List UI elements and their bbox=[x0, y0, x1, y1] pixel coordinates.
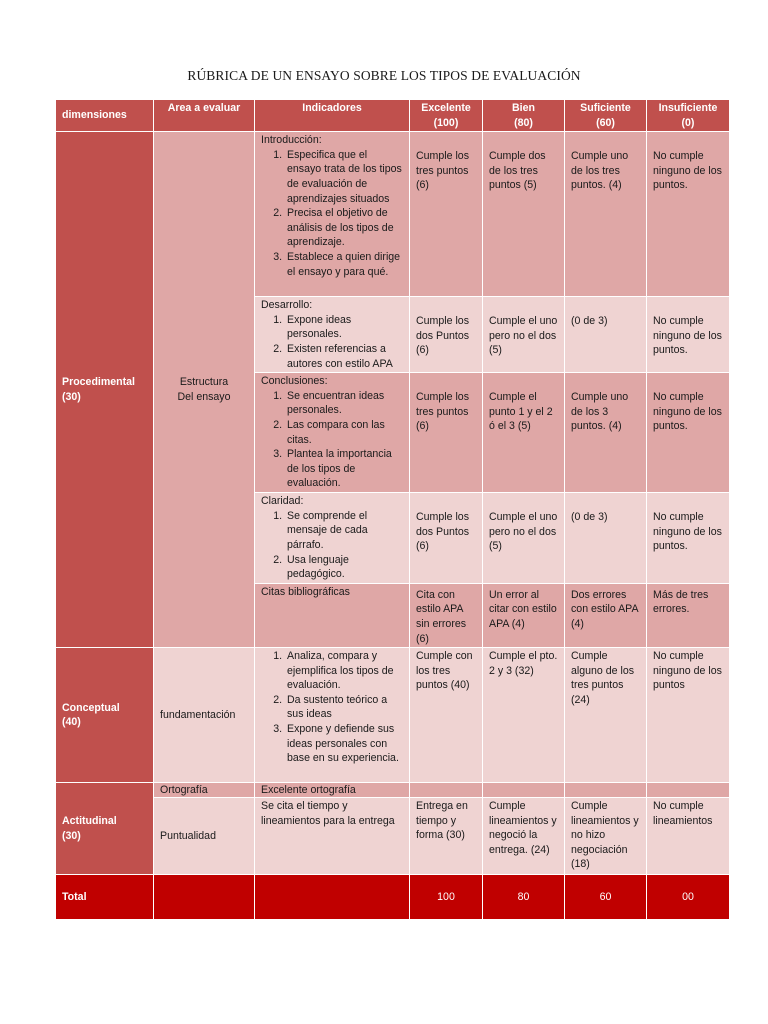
list-item: 3. Plantea la importancia de los tipos de evaluación. bbox=[285, 447, 403, 491]
total-label: Total bbox=[56, 875, 154, 920]
score-bien: Cumple lineamientos y negoció la entrega. (24) bbox=[483, 798, 565, 875]
list-item: 1. Especifica que el ensayo trata de los tipos de evaluación de aprendizajes situados bbox=[285, 148, 403, 206]
header-dimensiones: dimensiones bbox=[56, 100, 154, 132]
header-excelente: Excelente (100) bbox=[410, 100, 483, 132]
score-suficiente: Cumple lineamientos y no hizo negociación (18) bbox=[565, 798, 647, 875]
total-area bbox=[154, 875, 255, 920]
score-bien: Cumple el uno pero no el dos (5) bbox=[483, 297, 565, 373]
list-item: 1. Expone ideas personales. bbox=[285, 313, 403, 342]
list-item: 2. Usa lenguaje pedagógico. bbox=[285, 553, 403, 582]
list-item: 1. Se comprende el mensaje de cada párrafo. bbox=[285, 509, 403, 553]
score-excelente bbox=[410, 783, 483, 798]
score-excelente: Cumple los tres puntos (6) bbox=[410, 132, 483, 297]
area-fundamentacion: fundamentación bbox=[154, 648, 255, 783]
document-title: RÚBRICA DE UN ENSAYO SOBRE LOS TIPOS DE EVALUACIÓN bbox=[187, 68, 581, 83]
row-ortografia bbox=[56, 783, 730, 798]
list-item: 2. Existen referencias a autores con estilo APA bbox=[285, 342, 403, 371]
score-suficiente: Cumple uno de los tres puntos. (4) bbox=[565, 132, 647, 297]
header-bien: Bien (80) bbox=[483, 100, 565, 132]
indicator-conceptual bbox=[255, 648, 410, 783]
list-item: 2. Precisa el objetivo de análisis de los tipos de aprendizaje. bbox=[285, 206, 403, 250]
score-suficiente: (0 de 3) bbox=[565, 493, 647, 584]
score-insuficiente: No cumple lineamientos bbox=[647, 798, 730, 875]
indicator-claridad: Claridad: 1. Se comprende el mensaje de cada párrafo. 2. Usa lenguaje pedagógico. bbox=[255, 493, 410, 584]
list-item: 1. Se encuentran ideas personales. bbox=[285, 389, 403, 418]
list-item: 3. Establece a quien dirige el ensayo y para qué. bbox=[285, 250, 403, 279]
header-insuficiente: Insuficiente (0) bbox=[647, 100, 730, 132]
row-conceptual bbox=[56, 648, 730, 783]
indicator-conclusiones: Conclusiones: 1. Se encuentran ideas personales. 2. Las compara con las citas. 3. Plantea la importancia de los tipos de evaluación. bbox=[255, 373, 410, 493]
score-excelente: Entrega en tiempo y forma (30) bbox=[410, 798, 483, 875]
score-insuficiente: No cumple ninguno de los puntos. bbox=[647, 373, 730, 493]
total-suficiente: 60 bbox=[565, 875, 647, 920]
total-excelente: 100 bbox=[410, 875, 483, 920]
score-suficiente: Dos errores con estilo APA (4) bbox=[565, 583, 647, 647]
indicator-puntualidad: Se cita el tiempo y lineamientos para la entrega bbox=[255, 798, 410, 875]
header-row bbox=[56, 100, 730, 132]
header-indicadores: Indicadores bbox=[255, 100, 410, 132]
row-puntualidad bbox=[56, 798, 730, 875]
score-bien: Cumple el pto. 2 y 3 (32) bbox=[483, 648, 565, 783]
score-suficiente: Cumple alguno de los tres puntos (24) bbox=[565, 648, 647, 783]
indicator-desarrollo: Desarrollo: 1. Expone ideas personales. 2. Existen referencias a autores con estilo APA bbox=[255, 297, 410, 373]
dimension-actitudinal: Actitudinal (30) bbox=[56, 783, 154, 875]
indicator-citas: Citas bibliográficas bbox=[255, 583, 410, 647]
dimension-procedimental: Procedimental (30) bbox=[56, 132, 154, 648]
indicator-introduccion: Introducción: 1. Especifica que el ensayo trata de los tipos de evaluación de aprendizajes situados 2. Precisa el objetivo de análisis de los tipos de aprendizaje. 3. Establece a quien dirige el ensayo y para qué. bbox=[255, 132, 410, 297]
row-total bbox=[56, 875, 730, 920]
score-excelente: Cumple los dos Puntos (6) bbox=[410, 493, 483, 584]
score-suficiente bbox=[565, 783, 647, 798]
score-excelente: Cumple con los tres puntos (40) bbox=[410, 648, 483, 783]
score-excelente: Cita con estilo APA sin errores (6) bbox=[410, 583, 483, 647]
header-suficiente: Suficiente (60) bbox=[565, 100, 647, 132]
score-suficiente: Cumple uno de los 3 puntos. (4) bbox=[565, 373, 647, 493]
area-estructura: Estructura Del ensayo bbox=[154, 132, 255, 648]
total-insuficiente: 00 bbox=[647, 875, 730, 920]
score-insuficiente bbox=[647, 783, 730, 798]
list-item: 2. Da sustento teórico a sus ideas bbox=[285, 693, 403, 722]
score-insuficiente: Más de tres errores. bbox=[647, 583, 730, 647]
score-bien bbox=[483, 783, 565, 798]
row-introduccion bbox=[56, 132, 730, 297]
score-excelente: Cumple los dos Puntos (6) bbox=[410, 297, 483, 373]
list-item: 3. Expone y defiende sus ideas personales con base en su experiencia. bbox=[285, 722, 403, 766]
score-suficiente: (0 de 3) bbox=[565, 297, 647, 373]
area-puntualidad: Puntualidad bbox=[154, 798, 255, 875]
list-item: 1. Analiza, compara y ejemplifica los tipos de evaluación. bbox=[285, 649, 403, 693]
total-bien: 80 bbox=[483, 875, 565, 920]
score-insuficiente: No cumple ninguno de los puntos. bbox=[647, 132, 730, 297]
score-bien: Cumple dos de los tres puntos (5) bbox=[483, 132, 565, 297]
score-bien: Un error al citar con estilo APA (4) bbox=[483, 583, 565, 647]
header-area: Area a evaluar bbox=[154, 100, 255, 132]
list-item: 2. Las compara con las citas. bbox=[285, 418, 403, 447]
score-bien: Cumple el punto 1 y el 2 ó el 3 (5) bbox=[483, 373, 565, 493]
score-insuficiente: No cumple ninguno de los puntos. bbox=[647, 493, 730, 584]
indicator-ortografia: Excelente ortografía bbox=[255, 783, 410, 798]
area-ortografia: Ortografía bbox=[154, 783, 255, 798]
score-bien: Cumple el uno pero no el dos (5) bbox=[483, 493, 565, 584]
rubric-table bbox=[55, 99, 730, 920]
dimension-conceptual: Conceptual (40) bbox=[56, 648, 154, 783]
score-insuficiente: No cumple ninguno de los puntos bbox=[647, 648, 730, 783]
score-insuficiente: No cumple ninguno de los puntos. bbox=[647, 297, 730, 373]
score-excelente: Cumple los tres puntos (6) bbox=[410, 373, 483, 493]
total-indicadores bbox=[255, 875, 410, 920]
